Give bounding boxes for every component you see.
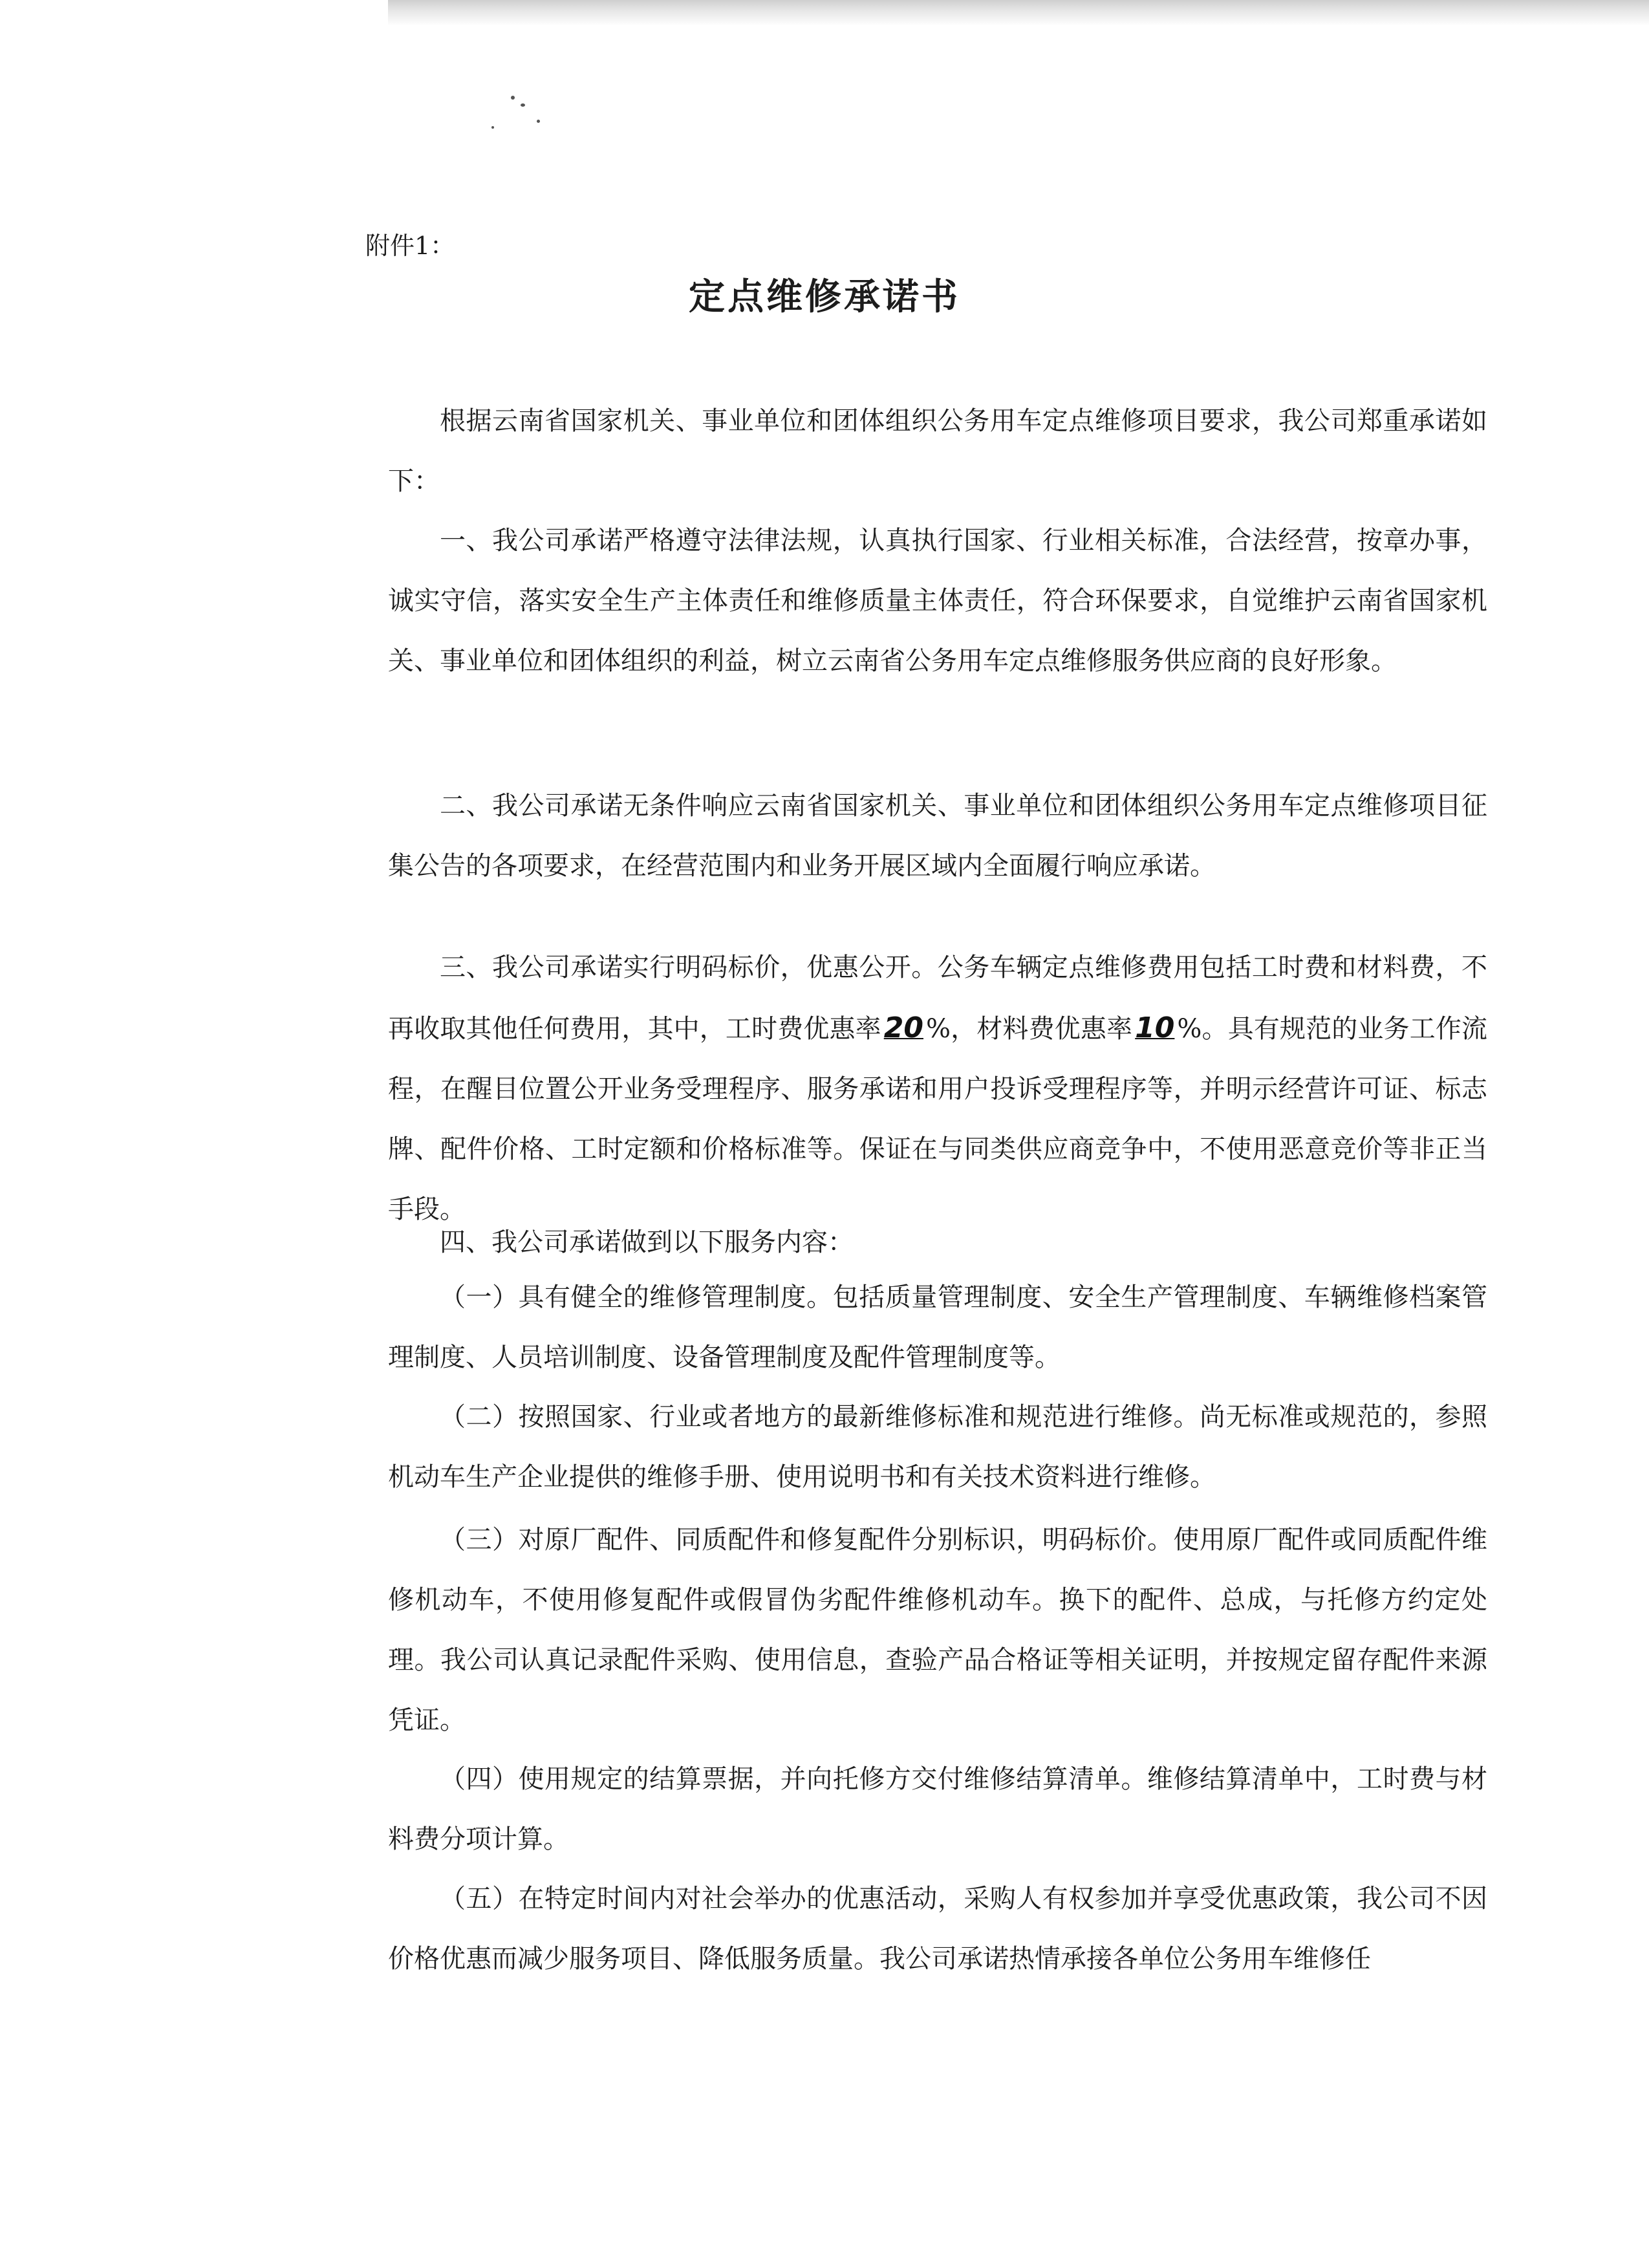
annex-label: 附件1： (365, 232, 455, 260)
item-3-text-b: %，材料费优惠率 (925, 1014, 1133, 1044)
commitment-item-4: 四、我公司承诺做到以下服务内容： (440, 1227, 854, 1257)
service-item-4: （四）使用规定的结算票据，并向托修方交付维修结算清单。维修结算清单中，工时费与材料费分项计算。 (388, 1764, 1487, 1854)
material-discount-handwritten: 10 (1135, 1011, 1175, 1044)
scan-speck (511, 96, 515, 100)
commitment-item-2: 二、我公司承诺无条件响应云南省国家机关、事业单位和团体组织公务用车定点维修项目征集公告的各项要求，在经营范围内和业务开展区域内全面履行响应承诺。 (388, 791, 1487, 881)
labor-discount-handwritten: 20 (883, 1011, 923, 1044)
service-item-3: （三）对原厂配件、同质配件和修复配件分别标识，明码标价。使用原厂配件或同质配件维修机动车，不使用修复配件或假冒伪劣配件维修机动车。换下的配件、总成，与托修方约定处理。我公司认真记录配件采购、使用信息，查验产品合格证等相关证明，并按规定留存配件来源凭证。 (388, 1525, 1487, 1735)
scan-speck (537, 120, 540, 123)
service-item-2: （二）按照国家、行业或者地方的最新维修标准和规范进行维修。尚无标准或规范的，参照机动车生产企业提供的维修手册、使用说明书和有关技术资料进行维修。 (388, 1402, 1487, 1492)
commitment-item-1: 一、我公司承诺严格遵守法律法规，认真执行国家、行业相关标准，合法经营，按章办事，诚实守信，落实安全生产主体责任和维修质量主体责任，符合环保要求，自觉维护云南省国家机关、事业单位和团体组织的利益，树立云南省公务用车定点维修服务供应商的良好形象。 (388, 526, 1487, 676)
intro-paragraph: 根据云南省国家机关、事业单位和团体组织公务用车定点维修项目要求，我公司郑重承诺如下： (388, 406, 1487, 496)
item-3-text-a: 三、我公司承诺实行明码标价，优惠公开。公务车辆定点维修费用包括工时费和材料费，不再收取其他任何费用，其中，工时费优惠率 (388, 953, 1487, 1044)
scan-shadow (388, 0, 1649, 26)
scan-speck (491, 126, 494, 129)
item-3-text-c: %。具有规范的业务工作流程，在醒目位置公开业务受理程序、服务承诺和用户投诉受理程序等，并明示经营许可证、标志牌、配件价格、工时定额和价格标准等。保证在与同类供应商竞争中，不使用恶意竞价等非正当手段。 (388, 1014, 1487, 1224)
document-title: 定点维修承诺书 (689, 276, 960, 318)
scan-speck (521, 103, 525, 107)
service-item-5: （五）在特定时间内对社会举办的优惠活动，采购人有权参加并享受优惠政策，我公司不因价格优惠而减少服务项目、降低服务质量。我公司承诺热情承接各单位公务用车维修任 (388, 1884, 1487, 1974)
commitment-item-3 (388, 938, 1487, 1240)
service-item-1: （一）具有健全的维修管理制度。包括质量管理制度、安全生产管理制度、车辆维修档案管理制度、人员培训制度、设备管理制度及配件管理制度等。 (388, 1282, 1487, 1372)
